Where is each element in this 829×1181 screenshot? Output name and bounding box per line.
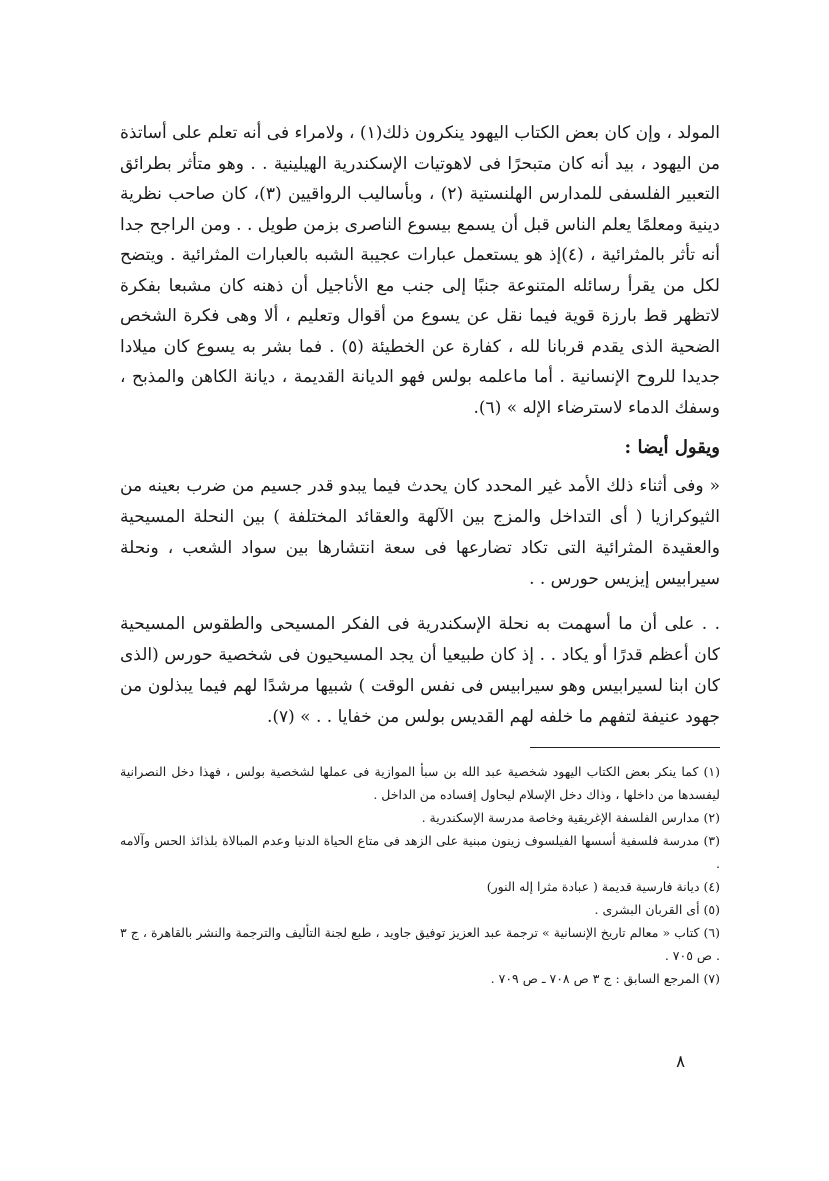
- footnote-7: (٧) المرجع السابق : ج ٣ ص ٧٠٨ ـ ص ٧٠٩ .: [490, 971, 720, 986]
- footnote-5: (٥) أى القربان البشرى .: [594, 902, 720, 917]
- quote-paragraph-1: « وفى أثناء ذلك الأمد غير المحدد كان يحدث فيما يبدو قدر جسيم من ضرب بعينه من الثيوكرازيا ( أى التداخل والمزج بين الآلهة والعقائد المختلفة ) بين النحلة المسيحية والعقيدة المثرائية التى تكاد تضارعها فى سعة انتشارها بين سواد الشعب ، ونحلة سيرابيس إيزيس حورس . .: [120, 476, 720, 589]
- paragraph-gap: [120, 595, 720, 609]
- footnotes: [120, 760, 720, 990]
- footnote-6: (٦) كتاب « معالم تاريخ الإنسانية » ترجمة عبد العزيز توفيق جاويد ، طبع لجنة التأليف والترجمة والنشر بالقاهرة ، ج ٣ . ص ٧٠٥ .: [120, 925, 720, 963]
- footnote-1: (١) كما ينكر بعض الكتاب اليهود شخصية عبد الله بن سبأ الموازية فى عملها لشخصية بولس ، فهذا دخل النصرانية ليفسدها من داخلها ، وذاك دخل الإسلام ليحاول إفساده من الداخل .: [120, 764, 720, 802]
- page-number: ٨: [676, 1052, 686, 1072]
- footnote-separator: [530, 747, 720, 748]
- page-body: [120, 118, 720, 990]
- footnote-4: (٤) ديانة فارسية قديمة ( عبادة مثرا إله النور): [486, 879, 720, 894]
- footnote-3: (٣) مدرسة فلسفية أسسها الفيلسوف زينون مبنية على الزهد فى متاع الحياة الدنيا وعدم المبالاة بلذائذ الحس وآلامه .: [120, 833, 720, 871]
- body-paragraph: المولد ، وإن كان بعض الكتاب اليهود ينكرون ذلك(١) ، ولامراء فى أنه تعلم على أساتذة من اليهود ، بيد أنه كان متبحرًا فى لاهوتيات الإسكندرية الهيلينية . . وهو متأثر بطرائق التعبير الفلسفى للمدارس الهلنستية (٢) ، وبأساليب الرواقيين (٣)، كان صاحب نظرية دينية ومعلمًا يعلم الناس قبل أن يسمع بيسوع الناصرى بزمن طويل . . ومن الراجح جدا أنه تأثر بالمثرائية ، (٤)إذ هو يستعمل عبارات عجيبة الشبه بالعبارات المثرائية . ويتضح لكل من يقرأ رسائله المتنوعة جنبًا إلى جنب مع الأناجيل أن ذهنه كان مشبعا بفكرة لاتظهر قط بارزة قوية فيما نقل عن يسوع من أقوال وتعليم ، ألا وهى فكرة الشخص الضحية الذى يقدم قربانا لله ، كفارة عن الخطيئة (٥) . فما بشر به يسوع كان ميلادا جديدا للروح الإنسانية . أما ماعلمه بولس فهو الديانة القديمة ، ديانة الكاهن والمذبح ، وسفك الدماء لاسترضاء الإله » (٦).: [120, 123, 721, 418]
- section-heading: ويقول أيضا :: [624, 437, 720, 458]
- footnote-2: (٢) مدارس الفلسفة الإغريقية وخاصة مدرسة الإسكندرية .: [421, 810, 720, 825]
- quote-paragraph-2: . . على أن ما أسهمت به نحلة الإسكندرية فى الفكر المسيحى والطقوس المسيحية كان أعظم قدرًا أو يكاد . . إذ كان طبيعيا أن يجد المسيحيون فى شخصية حورس (الذى كان ابنا لسيرابيس وهو سيرابيس فى نفس الوقت ) شبيها مرشدًا لهم فيما يبذلون من جهود عنيفة لتفهم ما خلفه لهم القديس بولس من خفايا . . » (٧).: [120, 614, 720, 727]
